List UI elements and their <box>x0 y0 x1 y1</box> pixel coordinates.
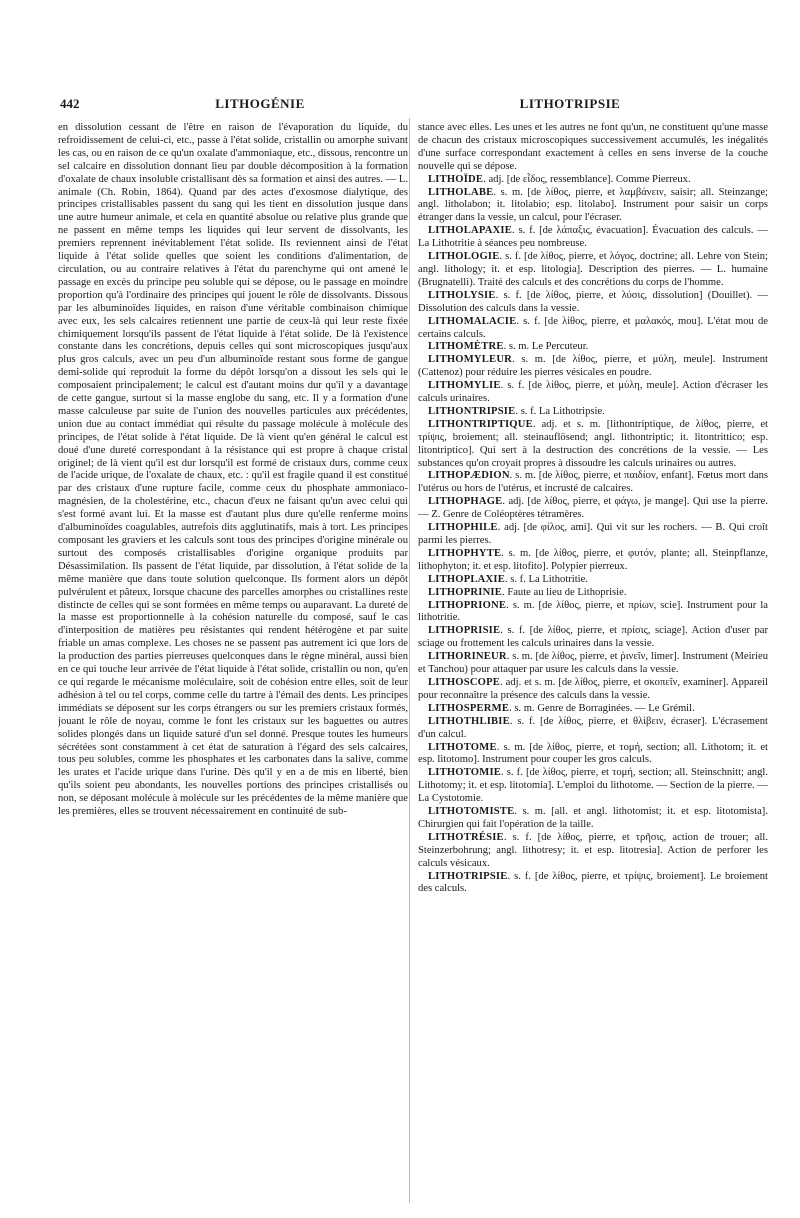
page-number: 442 <box>60 96 80 111</box>
entry-headword: LITHOLABE <box>428 186 494 198</box>
entry-headword: LITHOLYSIE <box>428 289 496 301</box>
dictionary-entry: LITHOTHLIBIE. s. f. [de λίθος, pierre, et θλίβειν, écraser]. L'écrasement d'un calcul. <box>418 715 768 740</box>
entry-headword: LITHOPHAGE <box>428 496 503 508</box>
entry-headword: LITHOTRIPSIE <box>428 870 508 882</box>
running-head-left: LITHOGÉNIE <box>215 96 305 111</box>
entry-headword: LITHOMALACIE <box>428 315 517 327</box>
dictionary-entry: LITHOPRISIE. s. f. [de λίθος, pierre, et πρίσις, sciage]. Action d'user par sciage ou frottement les calculs urinaires dans la vessie. <box>418 625 768 650</box>
entry-headword: LITHOPHILE <box>428 522 498 534</box>
entry-headword: LITHONTRIPTIQUE <box>428 418 533 430</box>
dictionary-entry: LITHOLABE. s. m. [de λίθος, pierre, et λαμβάνειν, saisir; all. Steinzange; angl. litholabon; it. litolabio; esp. litolabo]. Instrument pour saisir un corps étranger dans la vessie, un calcul, pour l'écraser. <box>418 186 768 224</box>
dictionary-entry: LITHOLYSIE. s. f. [de λίθος, pierre, et λύσις, dissolution] (Douillet). — Dissolution des calculs dans la vessie. <box>418 289 768 314</box>
dictionary-entry: LITHORINEUR. s. m. [de λίθος, pierre, et ῥινεῖν, limer]. Instrument (Meirieu et Tanchou) pour attaquer par usure les calculs dans la vessie. <box>418 651 768 676</box>
entry-headword: LITHOMYLIE <box>428 380 501 392</box>
dictionary-entry: LITHOSPERME. s. m. Genre de Borraginées. — Le Grémil. <box>428 702 695 714</box>
dictionary-entry: LITHOMYLEUR. s. m. [de λίθος, pierre, et μύλη, meule]. Instrument (Cattenoz) pour réduire les pierres vésicales en poudre. <box>418 354 768 379</box>
dictionary-entry: LITHOPRIONE. s. m. [de λίθος, pierre, et πρίων, scie]. Instrument pour la lithotritie. <box>418 599 768 624</box>
entry-headword: LITHOLOGIE <box>428 251 500 263</box>
entry-headword: LITHOTHLIBIE <box>428 715 510 727</box>
entry-headword: LITHOPÆDION <box>428 470 510 482</box>
column-divider <box>409 118 410 1203</box>
entry-headword: LITHOPRISIE <box>428 625 501 637</box>
entry-headword: LITHOSPERME <box>428 702 510 714</box>
dictionary-entry: LITHOÏDE. adj. [de εἶδος, ressemblance]. Comme Pierreux. <box>428 173 691 185</box>
entry-headword: LITHORINEUR <box>428 651 507 663</box>
dictionary-entry: LITHOTOMISTE. s. m. [all. et angl. lithotomist; it. et esp. litotomista]. Chirurgien qui fait l'opération de la taille. <box>418 806 768 830</box>
continued-text: stance avec elles. Les unes et les autres ne font qu'un, ne constituent qu'une masse de chacun des cristaux microscopiques successivement accumulés, les inégalités d'une surface correspondant exactement à celles en sens inverse de la couche nouvelle qui se dépose. <box>418 122 768 172</box>
entry-headword: LITHOPRINIE <box>428 586 503 598</box>
dictionary-entry: LITHONTRIPSIE. s. f. La Lithotripsie. <box>428 405 605 417</box>
entry-headword: LITHOLAPAXIE <box>428 225 513 237</box>
dictionary-entry: LITHOMYLIE. s. f. [de λίθος, pierre, et μύλη, meule]. Action d'écraser les calculs urinaires. <box>418 380 768 405</box>
dictionary-entry: LITHOTOMIE. s. f. [de λίθος, pierre, et τομή, section; all. Steinschnitt; angl. Lithotomy; it. et esp. litotomia]. L'emploi du lithotome. — Section de la pierre. — La Cystotomie. <box>418 767 768 805</box>
entry-headword: LITHOPRIONE <box>428 599 507 611</box>
entry-headword: LITHOTOMIE <box>428 767 502 779</box>
left-column <box>58 122 408 1202</box>
dictionary-entry: LITHOLOGIE. s. f. [de λίθος, pierre, et λόγος, doctrine; all. Lehre von Stein; angl. lithology; it. et esp. litologia]. Description des pierres. — L. humaine (Brugnatelli). Traité des calculs et des concrétions du corps de l'homme. <box>418 251 768 288</box>
dictionary-entry: LITHOPLAXIE. s. f. La Lithotritie. <box>428 573 588 585</box>
right-column <box>418 122 768 1202</box>
entry-headword: LITHOÏDE <box>428 173 484 185</box>
entry-headword: LITHOTOMISTE <box>428 806 515 818</box>
dictionary-entry: LITHOPHAGE. adj. [de λίθος, pierre, et φάγω, je mange]. Qui use la pierre. — Z. Genre de Coléoptères tétramères. <box>418 496 768 521</box>
dictionary-entry: LITHONTRIPTIQUE. adj. et s. m. [lithontriptique, de λίθος, pierre, et τρίψις, broiement; all. steinauflösend; angl. lithontriptic; it. litontrittico; esp. litontriptico]. Qui sert à la destruction des concrétions de la vessie. — Les substances qu'on croyait propres à dissoudre les calculs urinaires ou autres. <box>418 418 768 469</box>
entry-headword: LITHOTOME <box>428 741 497 753</box>
entry-headword: LITHOSCOPE <box>428 676 501 688</box>
dictionary-entry: LITHOTOME. s. m. [de λίθος, pierre, et τομή, section; all. Lithotom; it. et esp. litotomo]. Instrument pour couper les gros calculs. <box>418 741 768 766</box>
dictionary-entry: LITHOLAPAXIE. s. f. [de λάπαξις, évacuation]. Évacuation des calculs. — La Lithotritie à séances peu nombreuse. <box>418 225 768 250</box>
dictionary-entry: LITHOPHYTE. s. m. [de λίθος, pierre, et φυτόν, plante; all. Steinpflanze, lithophyton; it. et esp. litofito]. Polypier pierreux. <box>418 547 768 572</box>
entry-headword: LITHOMÈTRE <box>428 341 504 353</box>
dictionary-entry: LITHOTRÉSIE. s. f. [de λίθος, pierre, et τρῆσις, action de trouer; all. Steinzerbohrung; angl. lithotresy; it. et esp. litotresia]. Action de perforer les calculs vésicaux. <box>418 831 768 869</box>
dictionary-entry: LITHOPHILE. adj. [de φίλος, ami]. Qui vit sur les rochers. — B. Qui croît parmi les pierres. <box>418 522 768 546</box>
dictionary-entry: LITHOMALACIE. s. f. [de λίθος, pierre, et μαλακός, mou]. L'état mou de certains calculs. <box>418 315 768 340</box>
dictionary-entry: LITHOSCOPE. adj. et s. m. [de λίθος, pierre, et σκοπεῖν, examiner]. Appareil pour reconnaître la présence des calculs dans la vessie. <box>418 676 768 701</box>
dictionary-entry: LITHOMÈTRE. s. m. Le Percuteur. <box>428 341 589 353</box>
entry-headword: LITHOPLAXIE <box>428 573 505 585</box>
entry-headword: LITHOPHYTE <box>428 547 502 559</box>
entry-headword: LITHOMYLEUR <box>428 354 513 366</box>
dictionary-entry: LITHOPRINIE. Faute au lieu de Lithoprisie. <box>428 586 627 598</box>
entry-headword: LITHOTRÉSIE <box>428 831 504 843</box>
dictionary-entry: LITHOTRIPSIE. s. f. [de λίθος, pierre, et τρίψις, broiement]. Le broiement des calculs. <box>418 870 768 895</box>
dictionary-entry: LITHOPÆDION. s. m. [de λίθος, pierre, et παιδίον, enfant]. Fœtus mort dans l'utérus ou hors de l'utérus, et incrusté de calcaires. <box>418 470 768 495</box>
entry-headword: LITHONTRIPSIE <box>428 405 516 417</box>
running-head-right: LITHOTRIPSIE <box>519 96 621 111</box>
continued-text: en dissolution cessant de l'être en raison de l'évaporation du liquide, du refroidissement de celui-ci, etc., passe à l'état solide, cristallin ou amorphe suivant les cas, ou en raison de ce qu'un oxalate d'ammoniaque, etc., dissous, rencontre un sel calcaire en dissolution donnant lieu par double décomposition à la formation d'oxalate de chaux insoluble cristallisant dès sa formation et ainsi des autres. — L. animale (Ch. Robin, 1864). Quand par des actes d'exosmose dialytique, des principes cristallisables passent du sang qui les tient en dissolution jusque dans une autre humeur animale, et cela en quantité absolue ou relative plus grande que ne passent en même temps les liquides qui leur servent de dissolvants, les premiers reprennent inévitablement l'état solide. Ils reviennent ainsi de l'état liquide à l'état solide quelles que soient les conditions d'alimentation, de circulation, ou au contraire relatives à l'état du parenchyme qui ont amené le passage en excès du principe peu soluble qui se dépose, ou le passage en moindre proportion qu'à l'ordinaire des principes qui jouent le rôle de dissolvants. Dissous par les albuminoïdes liquides, en raison d'une véritable combinaison chimique avec eux, les sels calcaires retiennent une partie de ceux-là qui leur reste fixée chimiquement lorsqu'ils passent de l'état liquide à l'état solide. De là l'existence constante dans les concrétions, depuis celles qui sont microscopiques jusqu'aux plus gros calculs, avec un peu d'un albuminoïde restant sous forme de gangue demi-solide qui reproduit la forme du dépôt lorsqu'on a dissout les sels qui le composaient principalement; le calcul est d'autant moins dur qu'il y a davantage de cette gangue, surtout si la masse englobe du sang, etc. Il y a formation d'une masse calculeuse par suite de l'union des nouvelles particules aux précédentes, union due au contact immédiat qui résulte du passage molécule à molécule des principes, de l'état solide à l'état liquide. De là vient qu'en général le calcul est doué d'une dureté correspondant à la résistance qui est propre à chaque cristal originel; de là vient qu'il est dur lorsqu'il est formé de cristaux durs, comme ceux de l'acide urique, de l'oxalate de chaux, etc. : qu'il est fragile quand il est constitué par des cristaux d'une rupture facile, comme ceux du phosphate ammoniaco-magnésien, de la cholestérine, etc., chacun d'eux ne faisant qu'un avec celui qui s'est formé avant lui. Et la masse est d'autant plus dure qu'elle renferme moins d'albuminoïdes coagulables, autrefois dits agglutinatifs, mais à tort. Les principes composant les graviers et les calculs sont tous des principes d'origine minérale ou surtout des composés cristallisables d'origine organique produits par Désassimilation. Ils passent de l'état liquide, par dissolution, à l'état solide de la même manière que dans toute solution quelconque. Ils forment alors un dépôt pulvérulent et pâteux, lorsque chacune des parcelles amorphes ou cristallines reste distincte de celles qui se sont formées en même temps ou auparavant. La dureté de la masse est proportionnelle à la cohésion naturelle du composé, sauf le cas d'interposition de matières peu résistantes qui rendent hétérogène et par suite friable un amas complexe. Les choses ne se passent pas autrement ici que lors de la production des parties pierreuses quelconques dans le règne minéral, aussi bien en ce qui touche leur arrivée de l'état liquide à l'état solide, cristallin ou non, qu'en ce qui regarde le mécanisme moléculaire, soit de cohésion entre elles, soit de leur adhésion à tel ou tel corps, comme celle du tartre à l'émail des dents. Les principes immédiats se déposent sur les corps étrangers ou sur les premiers cristaux formés, jouant le rôle de noyau, comme le font les cristaux sur les baguettes ou autres solides plongés dans un liquide saturé d'un sel donné. Presque toutes les humeurs sécrétées sont constamment à cet état de saturation à l'égard des sels calcaires, tous peu solubles, comme les phosphates et les carbonates dans la salive, comme les urates et l'acide urique dans l'urine. Dès qu'il y en a de mis en liberté, bien qu'ils soient peu abondants, les nouvelles portions des principes cristallisés ou non, se déposant molécule à molécule sur les précédentes de la même manière que les premières, elles se trouvent nécessairement en continuité de sub- <box>58 122 408 818</box>
page-header <box>0 96 800 120</box>
